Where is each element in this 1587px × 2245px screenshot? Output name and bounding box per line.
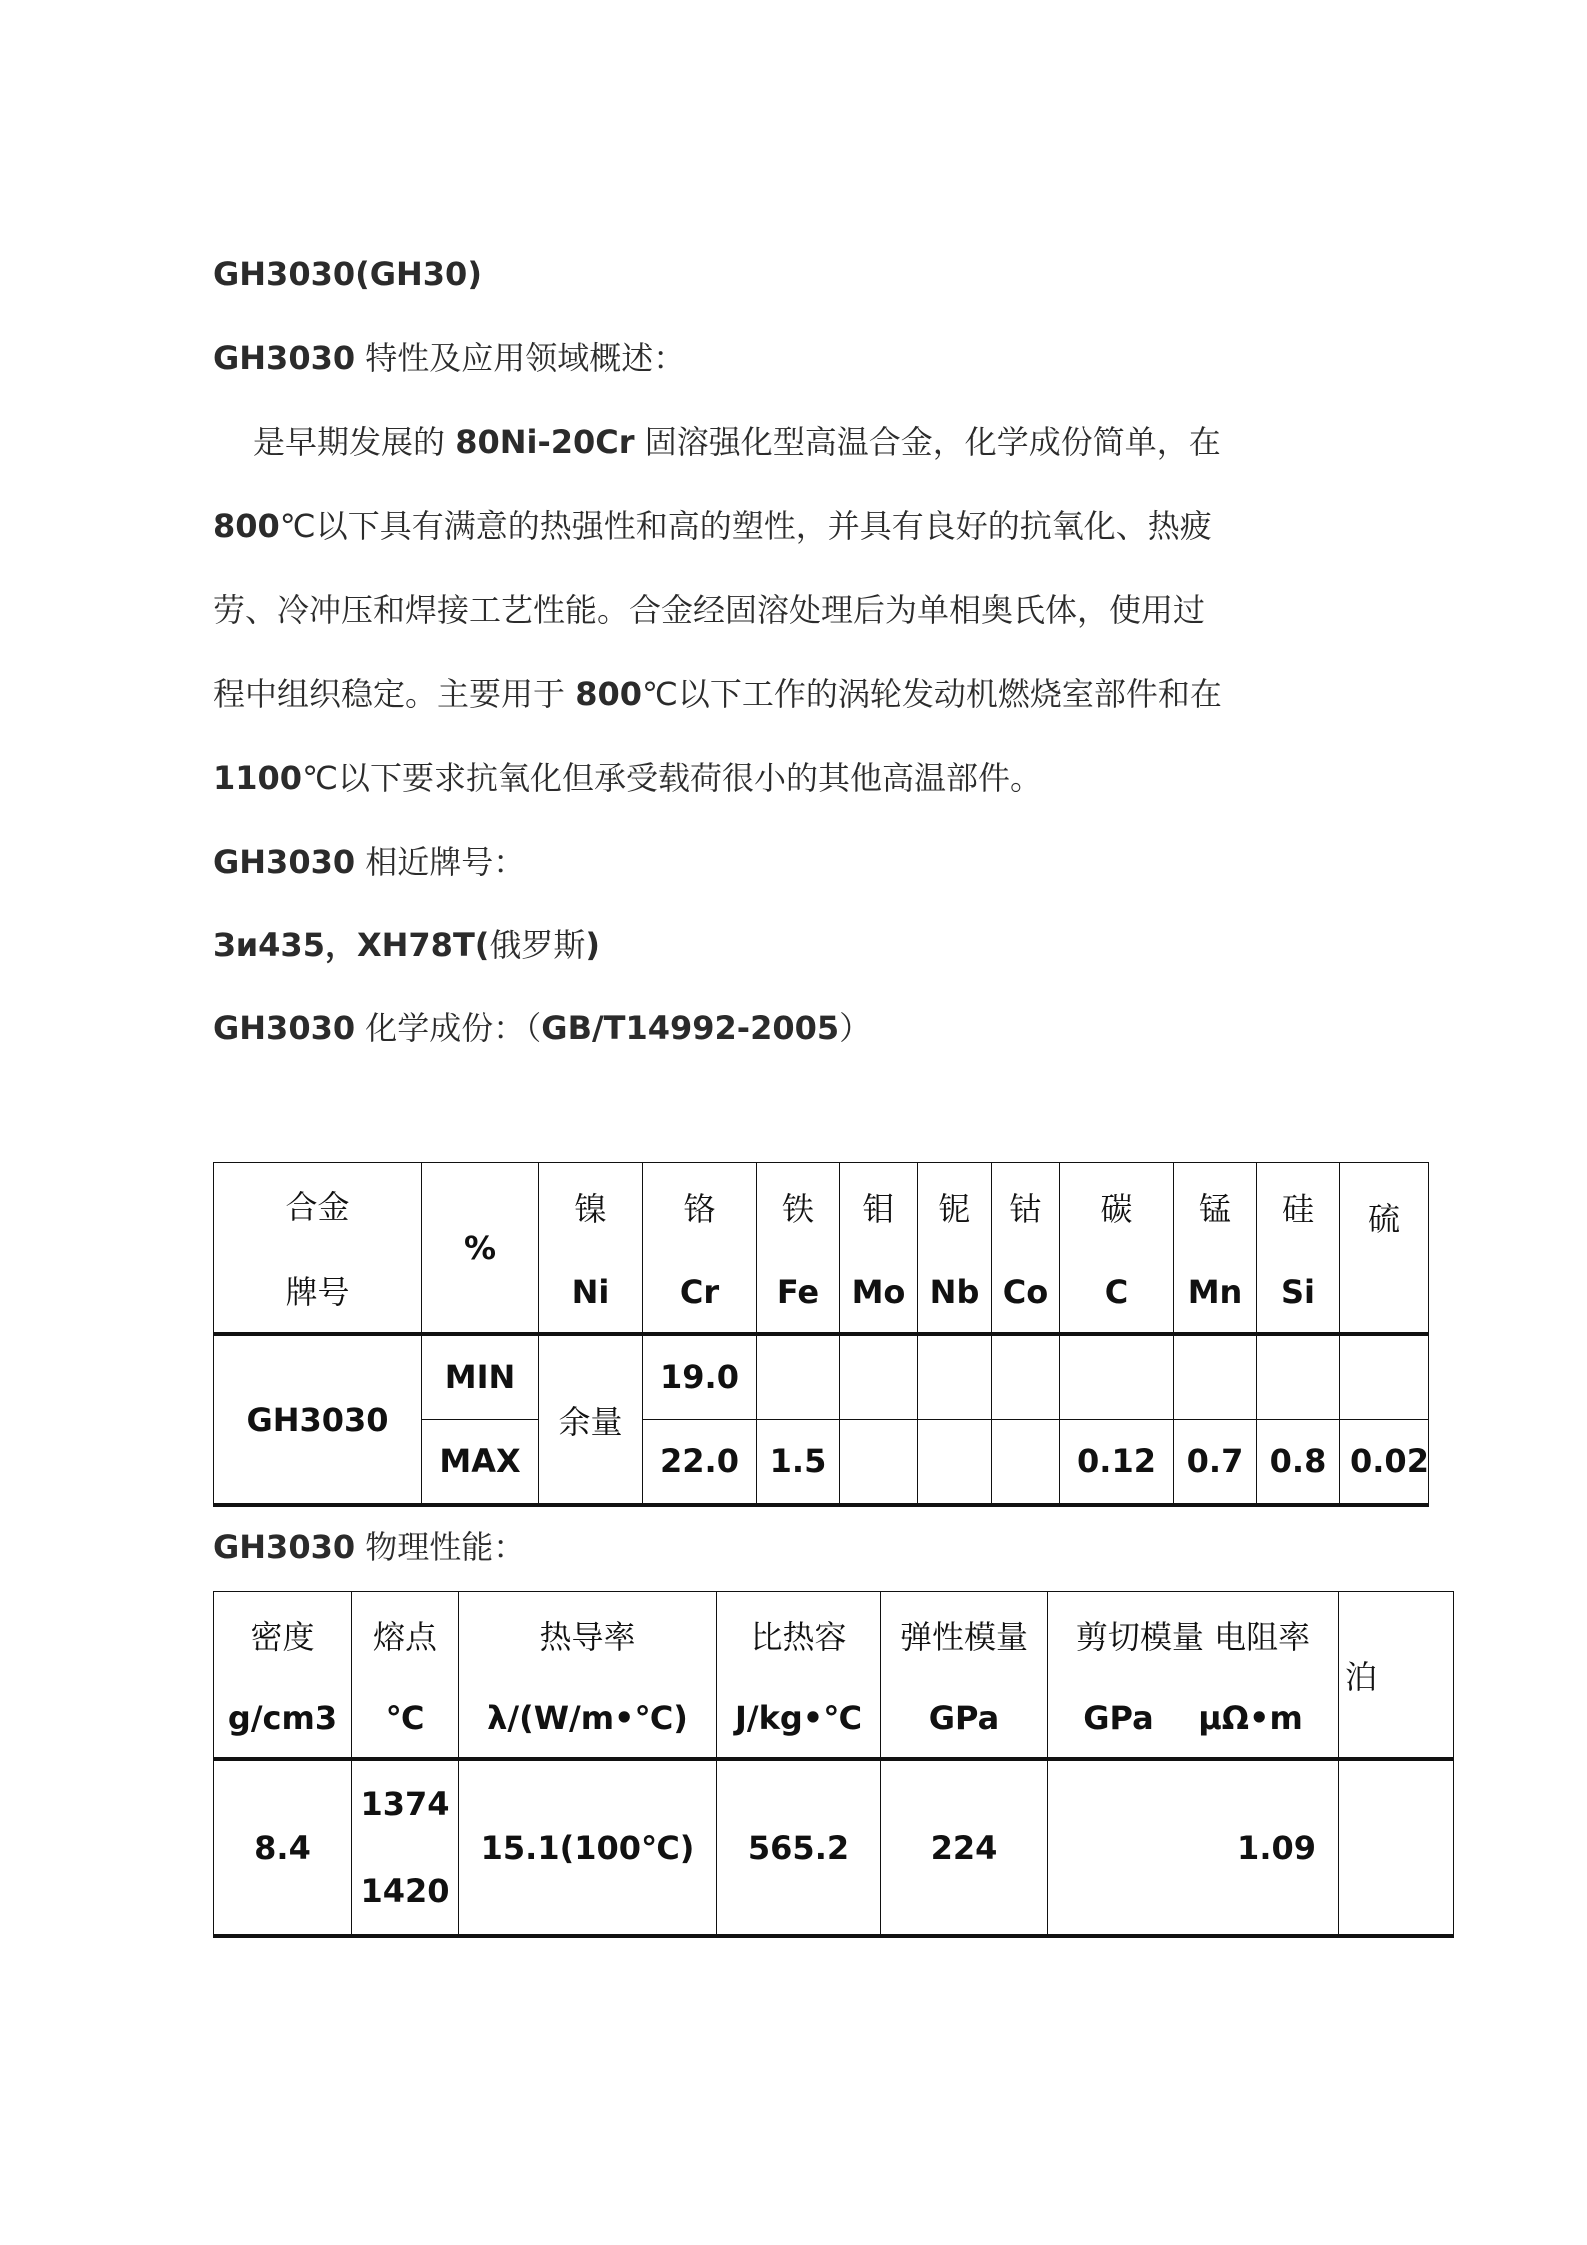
paragraph-text: 是早期发展的 [253,423,456,461]
similar-heading [213,840,525,884]
max-value-cell: 0.12 [1060,1419,1174,1505]
phys-header-cn: 弹性模量 [899,1618,1028,1657]
physical-properties-table [213,1591,1454,1938]
paragraph-text: 劳、冷冲压和焊接工艺性能。合金经固溶处理后为单相奥氏体，使用过 [213,591,1206,629]
element-name-cn: 镍 [574,1190,607,1229]
max-value-cell: 0.7 [1174,1419,1257,1505]
max-value-cell [840,1419,918,1505]
paragraph-emphasis: 800 [575,675,642,713]
phys-header-cn: 密度 [250,1618,315,1657]
min-value-cell [1060,1334,1174,1419]
paragraph-line [253,420,1423,464]
alloy-name-cell: GH3030 [214,1334,422,1505]
phys-header-unit: ℃ [385,1698,425,1737]
chem-composition-table [213,1162,1429,1507]
document-title: GH3030(GH30) [213,255,482,293]
element-symbol: Mn [1187,1272,1243,1311]
header-element [1060,1163,1174,1335]
element-symbol: Co [1002,1272,1049,1311]
element-name-cn: 钴 [1009,1190,1042,1229]
paragraph-line [213,756,1383,800]
min-value-cell [1340,1334,1429,1419]
element-name-cn: 硫 [1367,1199,1400,1238]
element-name-cn: 钼 [862,1190,895,1229]
element-symbol: C [1104,1272,1129,1311]
header-element [643,1163,757,1335]
header-element [1340,1163,1429,1335]
header-percent: % [422,1163,539,1335]
max-value-cell: 0.02 [1340,1419,1429,1505]
poisson-value [1339,1759,1454,1936]
element-symbol: Cr [679,1272,720,1311]
element-symbol: Fe [776,1272,820,1311]
phys-heading-code: GH3030 [213,1528,356,1566]
phys-header-cn: 比热容 [750,1618,847,1657]
element-name-cn: 铁 [781,1190,814,1229]
chem-table-container [213,1162,1429,1507]
similar-grades-country: 俄罗斯 [489,926,586,964]
similar-heading-text: 相近牌号： [365,843,526,881]
phys-header-cell [1048,1592,1339,1760]
header-element [539,1163,643,1335]
element-name-cn: 硅 [1281,1190,1314,1229]
overview-heading-code: GH3030 [213,339,356,377]
melting-point-high: 1420 [360,1871,450,1910]
phys-header-cn: 熔点 [372,1618,437,1657]
header-element [992,1163,1060,1335]
chem-row-min [214,1334,1429,1419]
similar-grades-close: ) [585,926,601,964]
max-value-cell: 22.0 [643,1419,757,1505]
row-label-min: MIN [422,1334,539,1419]
overview-heading-text: 特性及应用领域概述： [365,339,686,377]
overview-heading [213,336,685,380]
chem-heading [213,1006,871,1050]
paragraph-text: 固溶强化型高温合金，化学成份简单，在 [634,423,1221,461]
min-value-cell [992,1334,1060,1419]
max-value-cell [918,1419,992,1505]
element-name-cn: 铬 [683,1190,716,1229]
phys-heading [213,1525,525,1569]
phys-header-unit: λ/(W/m•℃) [487,1698,688,1737]
header-element [757,1163,840,1335]
header-alloy-line2: 牌号 [285,1272,350,1311]
header-alloy-line1: 合金 [285,1188,350,1227]
similar-grades [213,923,600,967]
paragraph-emphasis: 800 [213,507,280,545]
min-value-cell [840,1334,918,1419]
element-symbol: Si [1280,1272,1315,1311]
phys-header-cn: 热导率 [539,1618,636,1657]
phys-header-cell [1339,1592,1454,1760]
min-value-cell [757,1334,840,1419]
melting-point-low: 1374 [360,1785,450,1824]
phys-header-cell [214,1592,352,1760]
min-value-cell [918,1334,992,1419]
phys-header-unit: GPa μΩ•m [1083,1698,1303,1737]
row-label-max: MAX [422,1419,539,1505]
max-value-cell [992,1419,1060,1505]
max-value-cell: 0.8 [1257,1419,1340,1505]
element-symbol: Nb [929,1272,980,1311]
element-name-cn: 锰 [1198,1190,1231,1229]
element-name-cn: 碳 [1100,1190,1133,1229]
phys-header-unit: GPa [928,1698,1000,1737]
chem-heading-code: GH3030 [213,1009,356,1047]
resistivity-value: 1.09 [1048,1759,1339,1936]
phys-header-cell [717,1592,881,1760]
chem-heading-standard: GB/T14992-2005 [541,1009,840,1047]
paragraph-line [213,504,1383,548]
similar-heading-code: GH3030 [213,843,356,881]
melting-point-value [352,1759,459,1936]
paragraph-line [213,672,1383,716]
paragraph-emphasis: 1100 [213,759,303,797]
header-element [1174,1163,1257,1335]
chem-heading-close: ） [839,1009,872,1047]
header-element [1257,1163,1340,1335]
min-value-cell [1174,1334,1257,1419]
paragraph-emphasis: 80Ni-20Cr [455,423,635,461]
paragraph-text: 程中组织稳定。主要用于 [213,675,576,713]
similar-grades-list: Зи435，XH78T( [213,926,490,964]
elastic-modulus-value: 224 [881,1759,1048,1936]
ni-balance-cell: 余量 [539,1334,643,1505]
min-value-cell [1257,1334,1340,1419]
max-value-cell: 1.5 [757,1419,840,1505]
phys-header-cell [352,1592,459,1760]
header-alloy [214,1163,422,1335]
phys-header-unit: J/kg•℃ [735,1698,862,1737]
phys-value-row [214,1759,1454,1936]
paragraph-line [213,588,1383,632]
header-element [840,1163,918,1335]
specific-heat-value: 565.2 [717,1759,881,1936]
paragraph-text: ℃以下工作的涡轮发动机燃烧室部件和在 [641,675,1222,713]
phys-heading-text: 物理性能： [365,1528,526,1566]
phys-table-container [213,1591,1382,1936]
paragraph-text: ℃以下具有满意的热强性和高的塑性，并具有良好的抗氧化、热疲 [279,507,1212,545]
chem-header-row [214,1163,1429,1335]
conductivity-value: 15.1(100℃) [459,1759,717,1936]
header-element [918,1163,992,1335]
phys-header-row [214,1592,1454,1760]
phys-header-unit: g/cm3 [227,1698,338,1737]
density-value: 8.4 [214,1759,352,1936]
phys-header-cell [881,1592,1048,1760]
phys-header-cell [459,1592,717,1760]
phys-header-cn: 泊 [1345,1657,1378,1696]
paragraph-text: ℃以下要求抗氧化但承受载荷很小的其他高温部件。 [302,759,1043,797]
element-symbol: Ni [571,1272,610,1311]
element-symbol: Mo [851,1272,906,1311]
min-value-cell: 19.0 [643,1334,757,1419]
chem-heading-text: 化学成份：（ [365,1009,542,1047]
element-name-cn: 铌 [938,1190,971,1229]
phys-header-cn: 剪切模量 电阻率 [1075,1618,1311,1657]
